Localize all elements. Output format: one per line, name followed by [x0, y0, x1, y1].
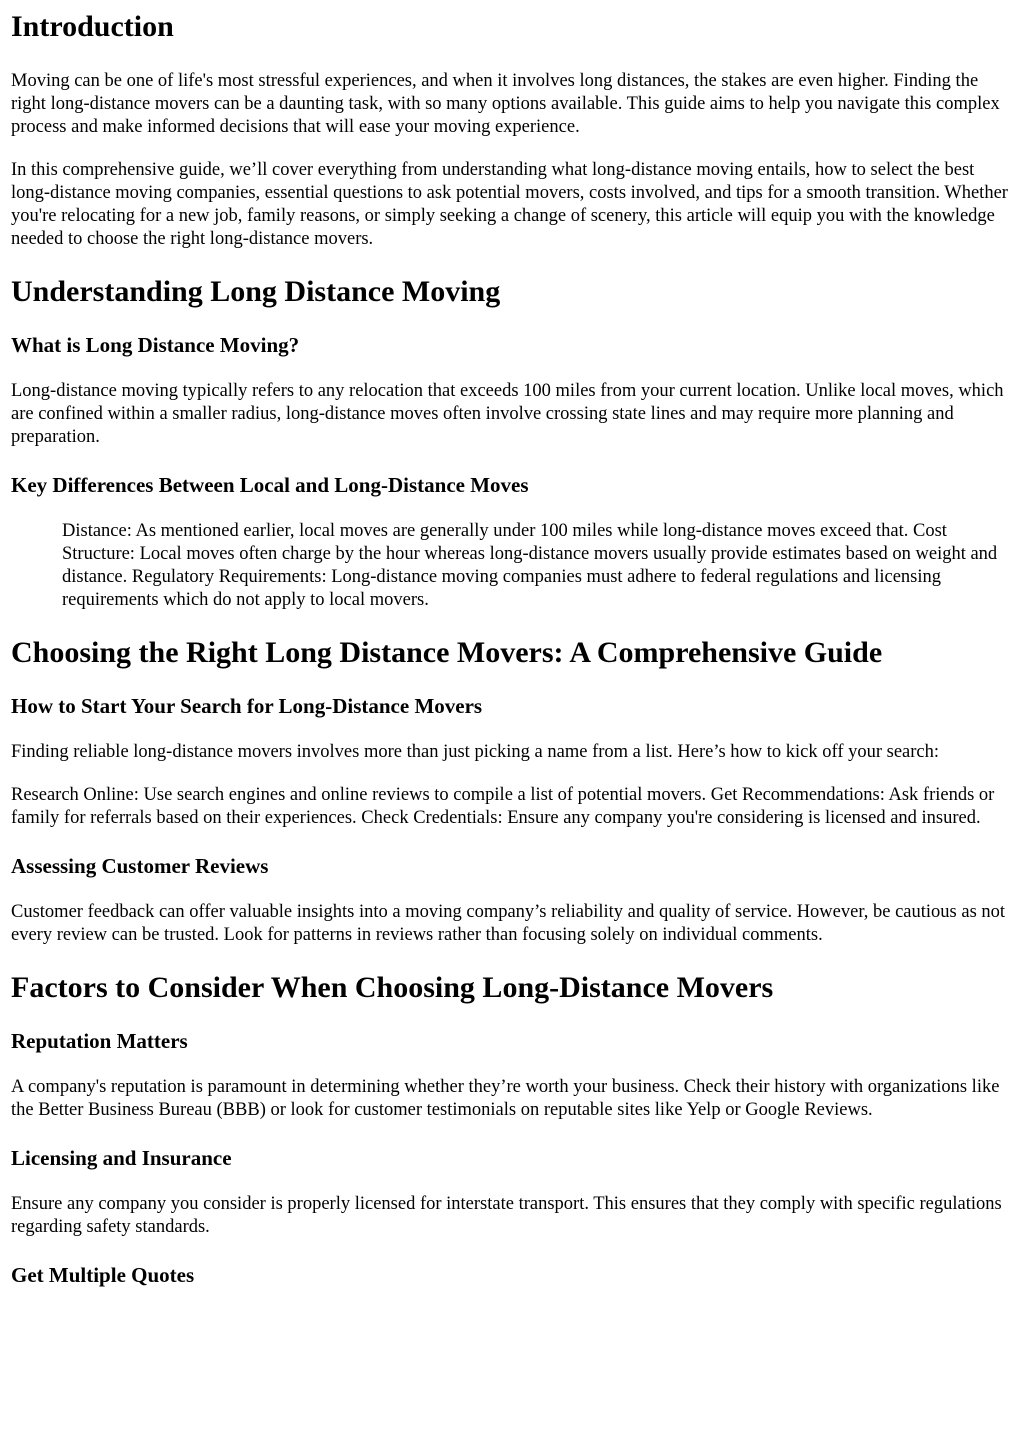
subheading-what-is: What is Long Distance Moving? [11, 333, 300, 357]
intro-paragraph-2: In this comprehensive guide, we’ll cover everything from understanding what long-distance moving entails, how to select the best long-distance moving companies, essential questions to ask potential movers, costs involved, and tips for a smooth transition. Whether you're relocating for a new job, family reasons, or simply seeking a change of scenery, this article will equip you with the knowledge needed to choose the right long-distance movers. [11, 160, 1008, 249]
subheading-licensing: Licensing and Insurance [11, 1146, 232, 1170]
heading-understanding: Understanding Long Distance Moving [11, 275, 501, 308]
subheading-quotes: Get Multiple Quotes [11, 1263, 195, 1287]
subheading-customer-reviews: Assessing Customer Reviews [11, 854, 269, 878]
start-search-paragraph-1: Finding reliable long-distance movers involves more than just picking a name from a list. Here’s how to kick off your search: [11, 742, 940, 762]
intro-paragraph-1: Moving can be one of life's most stressful experiences, and when it involves long distances, the stakes are even higher. Finding the right long-distance movers can be a daunting task, with so many options available. This guide aims to help you navigate this complex process and make informed decisions that will ease your moving experience. [11, 71, 1000, 137]
what-is-paragraph: Long-distance moving typically refers to any relocation that exceeds 100 miles from your current location. Unlike local moves, which are confined within a smaller radius, long-distance moves often involve crossing state lines and may require more planning and preparation. [11, 381, 1004, 447]
article [0, 10, 1015, 1287]
start-search-paragraph-2: Research Online: Use search engines and online reviews to compile a list of potential movers. Get Recommendations: Ask friends or family for referrals based on their experiences. Check Credentials: Ensure any company you're considering is licensed and insured. [11, 785, 995, 828]
subheading-start-search: How to Start Your Search for Long-Distance Movers [11, 694, 483, 718]
heading-introduction: Introduction [11, 10, 174, 43]
heading-factors: Factors to Consider When Choosing Long-Distance Movers [11, 971, 774, 1004]
customer-reviews-paragraph: Customer feedback can offer valuable insights into a moving company’s reliability and quality of service. However, be cautious as not every review can be trusted. Look for patterns in reviews rather than focusing solely on individual comments. [11, 902, 1006, 945]
heading-choosing: Choosing the Right Long Distance Movers: A Comprehensive Guide [11, 636, 883, 669]
reputation-paragraph: A company's reputation is paramount in determining whether they’re worth your business. Check their history with organizations like the Better Business Bureau (BBB) or look for customer testimonials on reputable sites like Yelp or Google Reviews. [11, 1077, 1000, 1120]
subheading-key-differences: Key Differences Between Local and Long-Distance Moves [11, 473, 529, 497]
subheading-reputation: Reputation Matters [11, 1029, 188, 1053]
key-differences-quote: Distance: As mentioned earlier, local moves are generally under 100 miles while long-distance moves exceed that. Cost Structure: Local moves often charge by the hour whereas long-distance movers usually provide estimates based on weight and distance. Regulatory Requirements: Long-distance moving companies must adhere to federal regulations and licensing requirements which do not apply to local movers. [62, 521, 998, 610]
licensing-paragraph: Ensure any company you consider is properly licensed for interstate transport. This ensures that they comply with specific regulations regarding safety standards. [11, 1194, 1002, 1237]
